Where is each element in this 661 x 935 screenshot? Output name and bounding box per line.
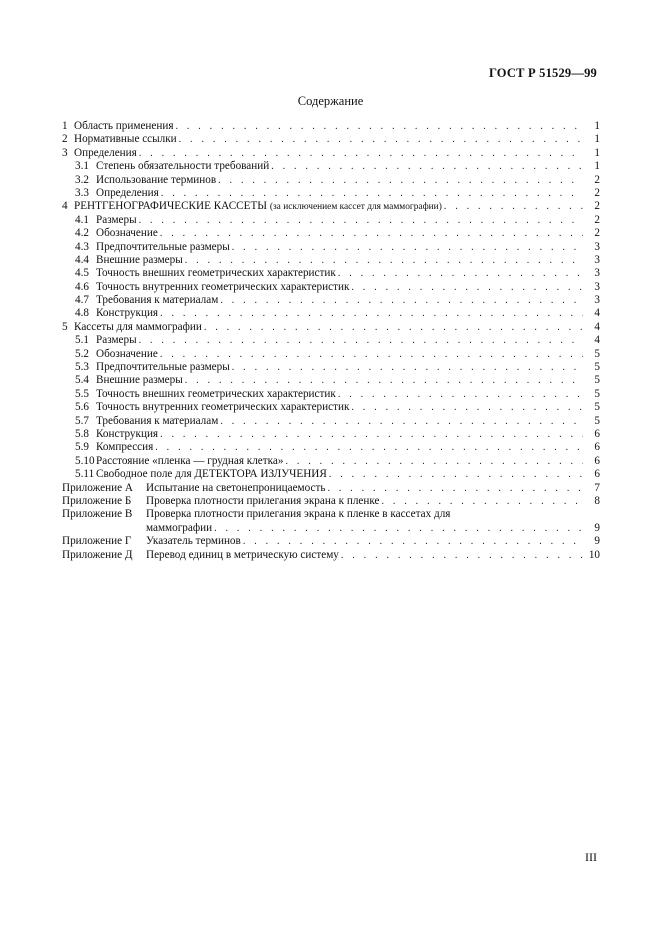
toc-entry <box>62 468 600 481</box>
toc-entry <box>62 428 600 441</box>
toc-entry-title: Область применения <box>74 120 174 132</box>
toc-entry <box>62 133 600 146</box>
toc-entry-page: 6 <box>594 468 600 481</box>
toc-entry-title: Нормативные ссылки <box>74 133 177 146</box>
toc-entry-number: Приложение Д <box>62 548 133 561</box>
toc-entry <box>62 227 600 240</box>
toc-entry-number: 5.2 <box>75 347 89 360</box>
toc-entry-title: Размеры <box>96 213 137 226</box>
toc-entry-title: Указатель терминов <box>146 535 241 548</box>
dot-leader <box>444 200 583 213</box>
dot-leader <box>338 388 583 401</box>
dot-leader <box>220 415 583 428</box>
toc-entry-title: маммографии <box>146 521 213 534</box>
toc-entry-page: 6 <box>594 427 600 440</box>
toc-entry-page: 2 <box>594 200 600 213</box>
toc-entry <box>62 482 600 495</box>
toc-entry-title: Обозначение <box>96 347 158 360</box>
toc-entry-page: 1 <box>594 160 600 173</box>
toc-entry-number: 5.8 <box>75 427 89 440</box>
toc-entry-number: 3.3 <box>75 186 89 199</box>
toc-entry-number: Приложение Г <box>62 535 132 548</box>
toc-entry-page: 8 <box>594 494 600 507</box>
toc-entry <box>62 187 600 200</box>
toc-entry-page: 5 <box>594 347 600 360</box>
toc-entry-page: 5 <box>594 387 600 400</box>
toc-entry <box>62 214 600 227</box>
toc-entry-number: Приложение В <box>62 508 133 521</box>
toc-entry <box>62 401 600 414</box>
toc-entry-number: 4.5 <box>75 267 89 280</box>
toc-entry <box>62 549 600 562</box>
toc-entry-title: Компрессия <box>96 441 154 454</box>
dot-leader <box>218 174 583 187</box>
toc-title: Содержание <box>297 94 364 108</box>
toc-entry-title: Испытание на светонепроницаемость <box>146 481 326 494</box>
toc-entry <box>62 254 600 267</box>
toc-entry <box>62 160 600 173</box>
dot-leader <box>351 281 583 294</box>
toc-entry-title: Конструкция <box>96 307 159 320</box>
toc-entry-title: Обозначение <box>96 227 158 240</box>
toc-entry-page: 9 <box>594 521 600 534</box>
toc-entry <box>62 441 600 454</box>
dot-leader <box>327 482 583 495</box>
dot-leader <box>204 321 583 334</box>
page-number: III <box>585 850 597 864</box>
toc-entry-number: 5 <box>62 320 68 333</box>
toc-entry-title: Размеры <box>96 334 137 347</box>
dot-leader <box>160 307 583 320</box>
toc-entry-page: 1 <box>594 120 600 132</box>
toc-entry-page: 2 <box>594 173 600 186</box>
toc-entry-title: Конструкция <box>96 427 159 440</box>
dot-leader <box>139 147 583 160</box>
dot-leader <box>214 522 583 535</box>
dot-leader <box>155 441 583 454</box>
toc-entry-number: 5.11 <box>75 468 95 481</box>
toc-entry-number: 5.5 <box>75 387 89 400</box>
toc-entry-title: Точность внешних геометрических характеристик <box>96 387 336 400</box>
toc-entry-number: 4.8 <box>75 307 89 320</box>
toc-entry <box>62 174 600 187</box>
toc-entry <box>62 535 600 548</box>
toc-entry-page: 3 <box>594 253 600 266</box>
toc-entry-number: 5.6 <box>75 401 89 414</box>
dot-leader <box>160 348 583 361</box>
toc-entry <box>62 200 600 213</box>
toc-entry-number: 5.4 <box>75 374 89 387</box>
toc-entry-number: 5.7 <box>75 414 89 427</box>
toc-entry-title: Свободное поле для ДЕТЕКТОРА ИЗЛУЧЕНИЯ <box>96 468 327 481</box>
toc-entry <box>62 348 600 361</box>
dot-leader <box>243 535 583 548</box>
dot-leader <box>329 468 583 481</box>
toc-entry-number: 5.10 <box>75 454 95 467</box>
toc-entry-page: 1 <box>594 133 600 146</box>
toc-entry-number: 3.1 <box>75 160 89 173</box>
toc-entry-title: РЕНТГЕНОГРАФИЧЕСКИЕ КАССЕТЫ (за исключением кассет для маммографии) <box>74 200 442 213</box>
dot-leader <box>271 160 583 173</box>
toc-entry-number: 5.1 <box>75 334 89 347</box>
dot-leader <box>139 334 583 347</box>
dot-leader <box>179 133 583 146</box>
toc-entry-title: Расстояние «пленка — грудная клетка» <box>96 454 284 467</box>
toc-entry <box>62 321 600 334</box>
toc-entry-title: Требования к материалам <box>96 294 219 307</box>
toc-entry-number: 4 <box>62 200 68 213</box>
toc-entry-number: 1 <box>62 120 68 132</box>
toc-entry <box>62 508 600 521</box>
toc-entry <box>62 361 600 374</box>
toc-entry-page: 3 <box>594 294 600 307</box>
toc-entry <box>62 267 600 280</box>
toc-entry-title: Точность внутренних геометрических характеристик <box>96 401 350 414</box>
toc-entry <box>62 281 600 294</box>
toc-entry-number: 4.4 <box>75 253 89 266</box>
toc-entry-page: 7 <box>594 481 600 494</box>
toc-entry-title: Проверка плотности прилегания экрана к пленке <box>146 494 380 507</box>
toc-entry-page: 2 <box>594 186 600 199</box>
toc-entry-title: Проверка плотности прилегания экрана к пленке в кассетах для <box>146 508 451 521</box>
dot-leader <box>160 428 583 441</box>
toc-entry-title: Предпочтительные размеры <box>96 361 230 374</box>
toc-entry-title: Кассеты для маммографии <box>74 320 202 333</box>
toc-entry-number: 4.7 <box>75 294 89 307</box>
toc-entry-page: 5 <box>594 414 600 427</box>
toc-entry-page: 3 <box>594 240 600 253</box>
toc-entry <box>62 495 600 508</box>
toc-entry <box>62 522 600 535</box>
toc-entry <box>62 294 600 307</box>
toc-entry-number: 3 <box>62 146 68 159</box>
toc-entry <box>62 147 600 160</box>
toc-entry <box>62 241 600 254</box>
toc-entry-number: 2 <box>62 133 68 146</box>
dot-leader <box>341 549 583 562</box>
toc-entry-number: 4.2 <box>75 227 89 240</box>
toc-entry-page: 6 <box>594 441 600 454</box>
toc-entry-page: 3 <box>594 280 600 293</box>
toc-entry-page: 3 <box>594 267 600 280</box>
toc-entry <box>62 307 600 320</box>
toc-entry-title: Использование терминов <box>96 173 217 186</box>
toc-entry-number: 3.2 <box>75 173 89 186</box>
toc-entry-number: 4.3 <box>75 240 89 253</box>
toc-entry <box>62 455 600 468</box>
dot-leader <box>285 455 583 468</box>
dot-leader <box>175 120 583 133</box>
toc-entry-number: Приложение А <box>62 481 133 494</box>
dot-leader <box>232 361 583 374</box>
toc-entry-page: 6 <box>594 454 600 467</box>
dot-leader <box>185 374 583 387</box>
dot-leader <box>139 214 583 227</box>
toc-entry-page: 4 <box>594 307 600 320</box>
dot-leader <box>185 254 583 267</box>
table-of-contents <box>62 120 600 562</box>
toc-entry-title: Перевод единиц в метрическую систему <box>146 548 339 561</box>
toc-entry-page: 5 <box>594 374 600 387</box>
toc-entry-number: 4.6 <box>75 280 89 293</box>
toc-entry-page: 4 <box>594 320 600 333</box>
toc-entry-page: 2 <box>594 213 600 226</box>
toc-entry-subtitle: (за исключением кассет для маммографии) <box>269 202 442 213</box>
toc-entry-number: 4.1 <box>75 213 89 226</box>
toc-entry-title: Степень обязательности требований <box>96 160 270 173</box>
dot-leader <box>161 187 583 200</box>
toc-entry-number: 5.9 <box>75 441 89 454</box>
toc-entry-title: Предпочтительные размеры <box>96 240 230 253</box>
toc-entry-title: Внешние размеры <box>96 374 183 387</box>
toc-entry-title: Требования к материалам <box>96 414 219 427</box>
toc-entry-page: 9 <box>594 535 600 548</box>
dot-leader <box>232 241 583 254</box>
dot-leader <box>338 267 583 280</box>
toc-entry-title: Точность внешних геометрических характеристик <box>96 267 336 280</box>
document-code: ГОСТ Р 51529—99 <box>488 66 597 80</box>
toc-entry <box>62 120 600 133</box>
toc-entry-number: Приложение Б <box>62 494 132 507</box>
dot-leader <box>351 401 583 414</box>
toc-entry <box>62 388 600 401</box>
toc-entry-title: Определения <box>74 146 137 159</box>
toc-entry-page: 10 <box>588 548 600 561</box>
toc-entry-title: Определения <box>96 186 159 199</box>
toc-entry <box>62 374 600 387</box>
toc-entry <box>62 415 600 428</box>
toc-entry-page: 5 <box>594 401 600 414</box>
toc-entry-page: 1 <box>594 146 600 159</box>
toc-entry-page: 5 <box>594 361 600 374</box>
toc-entry-page: 4 <box>594 334 600 347</box>
dot-leader <box>160 227 583 240</box>
dot-leader <box>381 495 583 508</box>
toc-entry <box>62 334 600 347</box>
toc-entry-number: 5.3 <box>75 361 89 374</box>
toc-entry-page: 2 <box>594 227 600 240</box>
toc-entry-title: Внешние размеры <box>96 253 183 266</box>
dot-leader <box>220 294 583 307</box>
toc-entry-title: Точность внутренних геометрических характеристик <box>96 280 350 293</box>
